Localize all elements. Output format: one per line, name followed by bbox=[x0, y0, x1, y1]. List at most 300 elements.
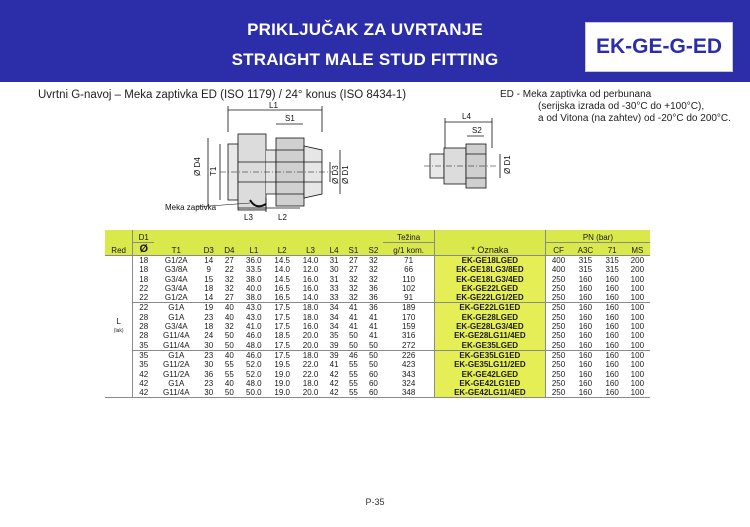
cell-t1: G3/8A bbox=[164, 265, 188, 275]
cell-d3: 36 bbox=[204, 369, 214, 379]
ed-note-line-2: (serijska izrada od -30°C do +100°C), bbox=[538, 101, 705, 112]
cell-cf: 400 bbox=[551, 256, 566, 265]
cell-l3: 20.0 bbox=[296, 388, 324, 398]
cell-ms: 100 bbox=[625, 388, 650, 398]
label-l4: L4 bbox=[462, 112, 471, 121]
cell-s2: 50 bbox=[363, 341, 383, 351]
cell-l3: 20.0 bbox=[302, 331, 319, 341]
cell-t1: G3/4A bbox=[164, 274, 188, 284]
label-l3: L3 bbox=[244, 213, 253, 222]
cell-l4: 35 bbox=[329, 331, 339, 341]
cell-d4: 32 bbox=[224, 322, 234, 332]
cell-w: 71 bbox=[404, 256, 414, 265]
cell-s1: 32 bbox=[348, 274, 358, 284]
cell-s2: 60 bbox=[368, 369, 378, 379]
cell-d1: 35 bbox=[139, 350, 149, 360]
label-d3: Ø D3 bbox=[331, 165, 340, 184]
cell-s1: 55 bbox=[348, 360, 358, 370]
cell-cf: 250 bbox=[551, 331, 566, 341]
label-l2: L2 bbox=[278, 213, 287, 222]
cell-code: EK-GE28LGED bbox=[434, 313, 545, 322]
cell-s2: 41 bbox=[368, 331, 378, 341]
cell-w: 324 bbox=[401, 378, 416, 388]
header-oznaka: * Oznaka bbox=[434, 230, 545, 256]
cell-l2: 14.5 bbox=[274, 256, 290, 265]
cell-w: 170 bbox=[401, 312, 416, 322]
cell-d3: 9 bbox=[206, 265, 211, 275]
table-header-row-1 bbox=[105, 230, 650, 243]
cell-a3c: 160 bbox=[578, 350, 593, 360]
cell-ms: 100 bbox=[630, 322, 645, 332]
cell-ms: 100 bbox=[630, 303, 645, 313]
cell-w: 348 bbox=[383, 388, 434, 398]
label-d4: Ø D4 bbox=[193, 157, 202, 176]
cell-l2: 16.5 bbox=[268, 293, 296, 303]
series-label: L bbox=[116, 317, 121, 327]
label-s2: S2 bbox=[472, 126, 482, 135]
cell-a3c: 160 bbox=[578, 331, 593, 341]
cell-l1: 40.0 bbox=[246, 283, 262, 293]
cell-s1: 27 bbox=[348, 265, 358, 275]
cell-l2: 17.5 bbox=[274, 303, 290, 313]
label-seal: Meka zaptivka bbox=[165, 203, 217, 212]
cell-t1: G3/4A bbox=[164, 322, 188, 332]
cell-d4: 40 bbox=[224, 350, 234, 360]
cell-d4: 40 bbox=[224, 378, 234, 388]
cell-l3: 16.0 bbox=[302, 283, 319, 293]
label-s1: S1 bbox=[285, 114, 295, 123]
cell-s2: 32 bbox=[368, 274, 378, 284]
cell-l3: 18.0 bbox=[302, 378, 319, 388]
cell-ms: 100 bbox=[630, 369, 645, 379]
cell-ms: 100 bbox=[630, 378, 645, 388]
subtitle: Uvrtni G-navoj – Meka zaptivka ED (ISO 1179) / 24° konus (ISO 8434-1) bbox=[38, 89, 407, 101]
cell-d1: 42 bbox=[139, 369, 149, 379]
cell-l2: 19.0 bbox=[268, 388, 296, 398]
cell-s1: 46 bbox=[348, 350, 358, 360]
cell-s2: 50 bbox=[368, 350, 378, 360]
cell-p71: 160 bbox=[600, 341, 625, 351]
cell-cf: 250 bbox=[545, 293, 571, 303]
cell-code: EK-GE35LG11/2ED bbox=[434, 360, 545, 369]
series-cell bbox=[105, 256, 133, 398]
cell-p71: 160 bbox=[605, 378, 619, 388]
title-serbian: PRIKLJUČAK ZA UVRTANJE bbox=[247, 20, 483, 39]
cell-l3: 22.0 bbox=[302, 360, 319, 370]
label-l1: L1 bbox=[269, 101, 278, 110]
cell-d3: 23 bbox=[204, 312, 214, 322]
cell-ms: 100 bbox=[630, 312, 645, 322]
cell-d1: 22 bbox=[139, 303, 149, 313]
cell-s2: 60 bbox=[363, 388, 383, 398]
table-row bbox=[105, 341, 650, 351]
cell-d4: 55 bbox=[224, 369, 234, 379]
cell-l2: 14.0 bbox=[274, 265, 290, 275]
cell-w: 316 bbox=[401, 331, 416, 341]
cell-code: EK-GE22LGED bbox=[434, 284, 545, 293]
cell-s2: 50 bbox=[368, 360, 378, 370]
header-tezina-unit: g/1 kom. bbox=[383, 243, 434, 256]
cell-d4: 55 bbox=[224, 360, 234, 370]
table-row bbox=[105, 322, 650, 331]
cell-l1: 41.0 bbox=[246, 322, 262, 332]
label-t1: T1 bbox=[209, 166, 218, 176]
title-english: STRAIGHT MALE STUD FITTING bbox=[231, 50, 499, 69]
header-t1: T1 bbox=[154, 230, 198, 256]
cell-l3: 18.0 bbox=[302, 303, 319, 313]
table-body bbox=[105, 256, 650, 398]
cell-t1: G11/2A bbox=[163, 360, 190, 370]
cell-l4: 31 bbox=[329, 256, 339, 265]
cell-l2: 14.5 bbox=[274, 274, 290, 284]
cell-d3: 15 bbox=[204, 274, 214, 284]
spec-table bbox=[105, 230, 650, 398]
cell-s1: 50 bbox=[343, 341, 363, 351]
cell-a3c: 160 bbox=[571, 388, 599, 398]
cell-d4: 50 bbox=[219, 388, 240, 398]
table-row bbox=[105, 350, 650, 360]
cell-cf: 250 bbox=[551, 360, 566, 370]
cell-t1: G1/2A bbox=[164, 256, 188, 265]
cell-d1: 35 bbox=[133, 341, 154, 351]
cell-d1: 42 bbox=[133, 388, 154, 398]
table-row bbox=[105, 313, 650, 322]
header-l3: L3 bbox=[296, 230, 324, 256]
cell-p71: 160 bbox=[605, 322, 619, 332]
cell-a3c: 160 bbox=[578, 303, 593, 313]
cell-s1: 32 bbox=[343, 293, 363, 303]
cell-l1: 46.0 bbox=[246, 350, 262, 360]
cell-d1: 18 bbox=[139, 274, 149, 284]
cell-s2: 41 bbox=[368, 312, 378, 322]
cell-ms: 100 bbox=[630, 283, 645, 293]
cell-s2: 32 bbox=[368, 265, 378, 275]
label-d1-right: Ø D1 bbox=[503, 155, 512, 174]
cell-a3c: 160 bbox=[578, 322, 593, 332]
cell-w: 159 bbox=[401, 322, 416, 332]
cell-ms: 100 bbox=[630, 360, 645, 370]
cell-t1: G11/4A bbox=[154, 341, 198, 351]
page-number: P-35 bbox=[365, 497, 385, 507]
cell-l3: 18.0 bbox=[302, 350, 319, 360]
cell-d3: 24 bbox=[204, 331, 214, 341]
header-l1: L1 bbox=[240, 230, 268, 256]
cell-l4: 34 bbox=[329, 322, 339, 332]
cell-t1: G11/4A bbox=[163, 331, 190, 341]
cell-l2: 17.5 bbox=[274, 322, 290, 332]
stud-fitting-drawing bbox=[196, 106, 340, 212]
cell-d3: 14 bbox=[198, 293, 219, 303]
cell-code: EK-GE42LG1ED bbox=[434, 379, 545, 388]
cell-s1: 32 bbox=[348, 283, 358, 293]
cell-p71: 160 bbox=[605, 331, 619, 341]
header-cf: CF bbox=[545, 243, 571, 256]
table-row bbox=[105, 370, 650, 379]
cell-l4: 33 bbox=[325, 293, 344, 303]
technical-drawing bbox=[0, 100, 750, 225]
cell-t1: G1A bbox=[168, 350, 185, 360]
cell-d4: 40 bbox=[224, 303, 234, 313]
cell-code: EK-GE18LG3/4ED bbox=[434, 275, 545, 284]
cell-l4: 42 bbox=[325, 388, 344, 398]
cell-d3: 23 bbox=[204, 378, 214, 388]
cell-l1: 38.0 bbox=[240, 293, 268, 303]
cell-l1: 46.0 bbox=[246, 331, 262, 341]
cell-p71: 160 bbox=[600, 388, 625, 398]
cell-l3: 16.0 bbox=[302, 274, 319, 284]
cell-l3: 20.0 bbox=[296, 341, 324, 351]
cell-d1: 18 bbox=[139, 265, 149, 275]
cell-d4: 27 bbox=[224, 256, 234, 265]
cell-t1: G1A bbox=[168, 378, 185, 388]
cell-p71: 315 bbox=[605, 265, 619, 275]
cell-l3: 16.0 bbox=[302, 322, 319, 332]
cell-l2: 19.0 bbox=[274, 369, 290, 379]
cell-d4: 27 bbox=[219, 293, 240, 303]
table-row bbox=[105, 388, 650, 398]
cell-w: 110 bbox=[402, 274, 416, 284]
cell-d4: 22 bbox=[224, 265, 234, 275]
cell-code: EK-GE35LGED bbox=[434, 341, 545, 351]
cell-l3: 22.0 bbox=[302, 369, 319, 379]
cell-t1: G11/4A bbox=[154, 388, 198, 398]
cell-p71: 160 bbox=[605, 283, 619, 293]
cell-l3: 14.0 bbox=[302, 256, 319, 265]
cell-a3c: 160 bbox=[578, 369, 593, 379]
cell-l4: 41 bbox=[329, 360, 339, 370]
cell-ms: 200 bbox=[630, 256, 645, 265]
cell-l4: 42 bbox=[329, 378, 339, 388]
header-s2: S2 bbox=[363, 230, 383, 256]
cell-w: 102 bbox=[401, 283, 416, 293]
cell-l2: 17.5 bbox=[274, 312, 290, 322]
cell-l1: 36.0 bbox=[246, 256, 262, 265]
product-code: EK-GE-G-ED bbox=[596, 35, 722, 58]
cell-l4: 34 bbox=[329, 303, 339, 313]
cell-l4: 30 bbox=[329, 265, 339, 275]
cell-d1: 42 bbox=[139, 378, 149, 388]
cell-s1: 55 bbox=[343, 388, 363, 398]
cell-cf: 250 bbox=[551, 369, 566, 379]
cell-s1: 27 bbox=[348, 256, 358, 265]
cell-t1: G3/4A bbox=[164, 283, 188, 293]
table-row bbox=[105, 256, 650, 266]
cell-cf: 250 bbox=[551, 283, 566, 293]
nut-detail-drawing bbox=[424, 118, 500, 188]
cell-d3: 18 bbox=[204, 322, 214, 332]
cell-l1: 50.0 bbox=[240, 388, 268, 398]
cell-l4: 34 bbox=[329, 312, 339, 322]
cell-d3: 14 bbox=[204, 256, 214, 265]
cell-d1: 35 bbox=[139, 360, 149, 370]
cell-t1: G11/2A bbox=[163, 369, 190, 379]
cell-l2: 17.5 bbox=[268, 341, 296, 351]
cell-w: 189 bbox=[401, 303, 416, 313]
label-d1: Ø D1 bbox=[341, 165, 350, 184]
cell-s2: 36 bbox=[368, 303, 378, 313]
table-row bbox=[105, 293, 650, 303]
cell-code: EK-GE18LGED bbox=[434, 256, 545, 266]
cell-d1: 28 bbox=[139, 312, 149, 322]
cell-s2: 60 bbox=[368, 378, 378, 388]
cell-a3c: 315 bbox=[578, 265, 593, 275]
cell-cf: 250 bbox=[545, 341, 571, 351]
cell-s2: 36 bbox=[363, 293, 383, 303]
cell-w: 226 bbox=[401, 350, 416, 360]
cell-a3c: 315 bbox=[578, 256, 593, 265]
header-band bbox=[0, 0, 750, 82]
cell-w: 91 bbox=[383, 293, 434, 303]
cell-d4: 50 bbox=[224, 331, 234, 341]
cell-code: EK-GE28LG11/4ED bbox=[434, 331, 545, 340]
cell-d1: 28 bbox=[139, 331, 149, 341]
cell-code: EK-GE42LG11/4ED bbox=[434, 388, 545, 398]
cell-l3: 12.0 bbox=[302, 265, 319, 275]
cell-w: 423 bbox=[401, 360, 416, 370]
header-71: 71 bbox=[600, 243, 625, 256]
cell-d4: 32 bbox=[224, 283, 234, 293]
cell-a3c: 160 bbox=[578, 360, 593, 370]
header-ms: MS bbox=[625, 243, 650, 256]
table-row bbox=[105, 303, 650, 313]
series-sub: (lak) bbox=[113, 327, 124, 334]
cell-p71: 160 bbox=[605, 360, 619, 370]
header-l2: L2 bbox=[268, 230, 296, 256]
table-row bbox=[105, 360, 650, 369]
cell-l3: 18.0 bbox=[302, 312, 319, 322]
cell-a3c: 160 bbox=[571, 293, 599, 303]
cell-ms: 100 bbox=[630, 331, 645, 341]
cell-cf: 250 bbox=[551, 274, 566, 284]
cell-a3c: 160 bbox=[571, 341, 599, 351]
cell-cf: 250 bbox=[551, 322, 566, 332]
cell-s1: 55 bbox=[348, 369, 358, 379]
cell-ms: 100 bbox=[630, 274, 645, 284]
cell-d1: 22 bbox=[133, 293, 154, 303]
cell-cf: 250 bbox=[551, 350, 566, 360]
cell-code: EK-GE35LG1ED bbox=[434, 350, 545, 360]
ed-note-line-3: a od Vitona (na zahtev) od -20°C do 200°C. bbox=[538, 113, 731, 124]
cell-d1: 18 bbox=[139, 256, 149, 265]
cell-l1: 43.0 bbox=[246, 312, 262, 322]
cell-code: EK-GE22LG1ED bbox=[434, 303, 545, 313]
cell-l4: 31 bbox=[329, 274, 339, 284]
cell-l2: 17.5 bbox=[274, 350, 290, 360]
cell-s1: 55 bbox=[348, 378, 358, 388]
cell-s1: 50 bbox=[348, 331, 358, 341]
cell-d3: 30 bbox=[198, 388, 219, 398]
cell-p71: 160 bbox=[605, 350, 619, 360]
cell-d1: 28 bbox=[139, 322, 149, 332]
cell-s1: 41 bbox=[348, 322, 358, 332]
cell-d4: 50 bbox=[219, 341, 240, 351]
product-code-box bbox=[585, 22, 733, 72]
cell-l2: 19.0 bbox=[274, 378, 290, 388]
header-red: Red bbox=[105, 230, 133, 256]
header-d4: D4 bbox=[219, 230, 240, 256]
cell-d3: 19 bbox=[204, 303, 214, 313]
cell-l1: 43.0 bbox=[246, 303, 262, 313]
table-row bbox=[105, 275, 650, 284]
cell-p71: 160 bbox=[605, 369, 619, 379]
cell-l1: 48.0 bbox=[246, 378, 262, 388]
cell-cf: 250 bbox=[551, 378, 566, 388]
cell-d4: 32 bbox=[224, 274, 234, 284]
cell-w: 343 bbox=[401, 369, 416, 379]
cell-w: 272 bbox=[383, 341, 434, 351]
header-tezina: Težina bbox=[383, 230, 434, 243]
cell-d4: 40 bbox=[224, 312, 234, 322]
cell-ms: 200 bbox=[630, 265, 645, 275]
table-row bbox=[105, 379, 650, 388]
cell-d3: 18 bbox=[204, 283, 214, 293]
cell-t1: G1A bbox=[168, 303, 185, 313]
cell-d3: 23 bbox=[204, 350, 214, 360]
cell-d3: 30 bbox=[198, 341, 219, 351]
cell-l1: 52.0 bbox=[246, 360, 262, 370]
cell-d3: 30 bbox=[204, 360, 214, 370]
cell-l1: 48.0 bbox=[240, 341, 268, 351]
cell-l4: 42 bbox=[329, 369, 339, 379]
cell-ms: 100 bbox=[625, 341, 650, 351]
header-d1: D1 bbox=[133, 230, 154, 243]
cell-ms: 100 bbox=[630, 350, 645, 360]
cell-t1: G1/2A bbox=[154, 293, 198, 303]
cell-cf: 250 bbox=[551, 312, 566, 322]
table-row bbox=[105, 265, 650, 274]
cell-l4: 33 bbox=[329, 283, 339, 293]
cell-a3c: 160 bbox=[578, 274, 593, 284]
cell-l2: 19.5 bbox=[274, 360, 290, 370]
cell-s1: 41 bbox=[348, 312, 358, 322]
cell-s1: 41 bbox=[348, 303, 358, 313]
cell-l2: 18.5 bbox=[274, 331, 290, 341]
cell-p71: 160 bbox=[605, 312, 619, 322]
cell-l1: 52.0 bbox=[246, 369, 262, 379]
table-row bbox=[105, 331, 650, 340]
header-s1: S1 bbox=[343, 230, 363, 256]
cell-p71: 315 bbox=[605, 256, 619, 265]
cell-cf: 250 bbox=[551, 303, 566, 313]
cell-a3c: 160 bbox=[578, 283, 593, 293]
cell-cf: 250 bbox=[545, 388, 571, 398]
ed-note-line-1: ED - Meka zaptivka od perbunana bbox=[500, 89, 652, 100]
cell-a3c: 160 bbox=[578, 312, 593, 322]
cell-w: 66 bbox=[404, 265, 414, 275]
cell-l1: 33.5 bbox=[246, 265, 262, 275]
cell-s2: 36 bbox=[368, 283, 378, 293]
cell-t1: G1A bbox=[168, 312, 185, 322]
table-row bbox=[105, 284, 650, 293]
header-d3: D3 bbox=[198, 230, 219, 256]
cell-s2: 32 bbox=[368, 256, 378, 265]
cell-code: EK-GE28LG3/4ED bbox=[434, 322, 545, 331]
cell-p71: 160 bbox=[605, 274, 619, 284]
cell-p71: 160 bbox=[605, 303, 619, 313]
cell-code: EK-GE22LG1/2ED bbox=[434, 293, 545, 303]
cell-cf: 400 bbox=[551, 265, 566, 275]
cell-a3c: 160 bbox=[578, 378, 593, 388]
header-pn: PN (bar) bbox=[545, 230, 650, 243]
cell-l1: 38.0 bbox=[246, 274, 262, 284]
cell-p71: 160 bbox=[600, 293, 625, 303]
cell-ms: 100 bbox=[625, 293, 650, 303]
cell-code: EK-GE18LG3/8ED bbox=[434, 265, 545, 274]
header-d1-symbol: Ø bbox=[133, 243, 154, 256]
cell-d1: 22 bbox=[139, 283, 149, 293]
cell-l4: 39 bbox=[329, 350, 339, 360]
cell-code: EK-GE42LGED bbox=[434, 370, 545, 379]
